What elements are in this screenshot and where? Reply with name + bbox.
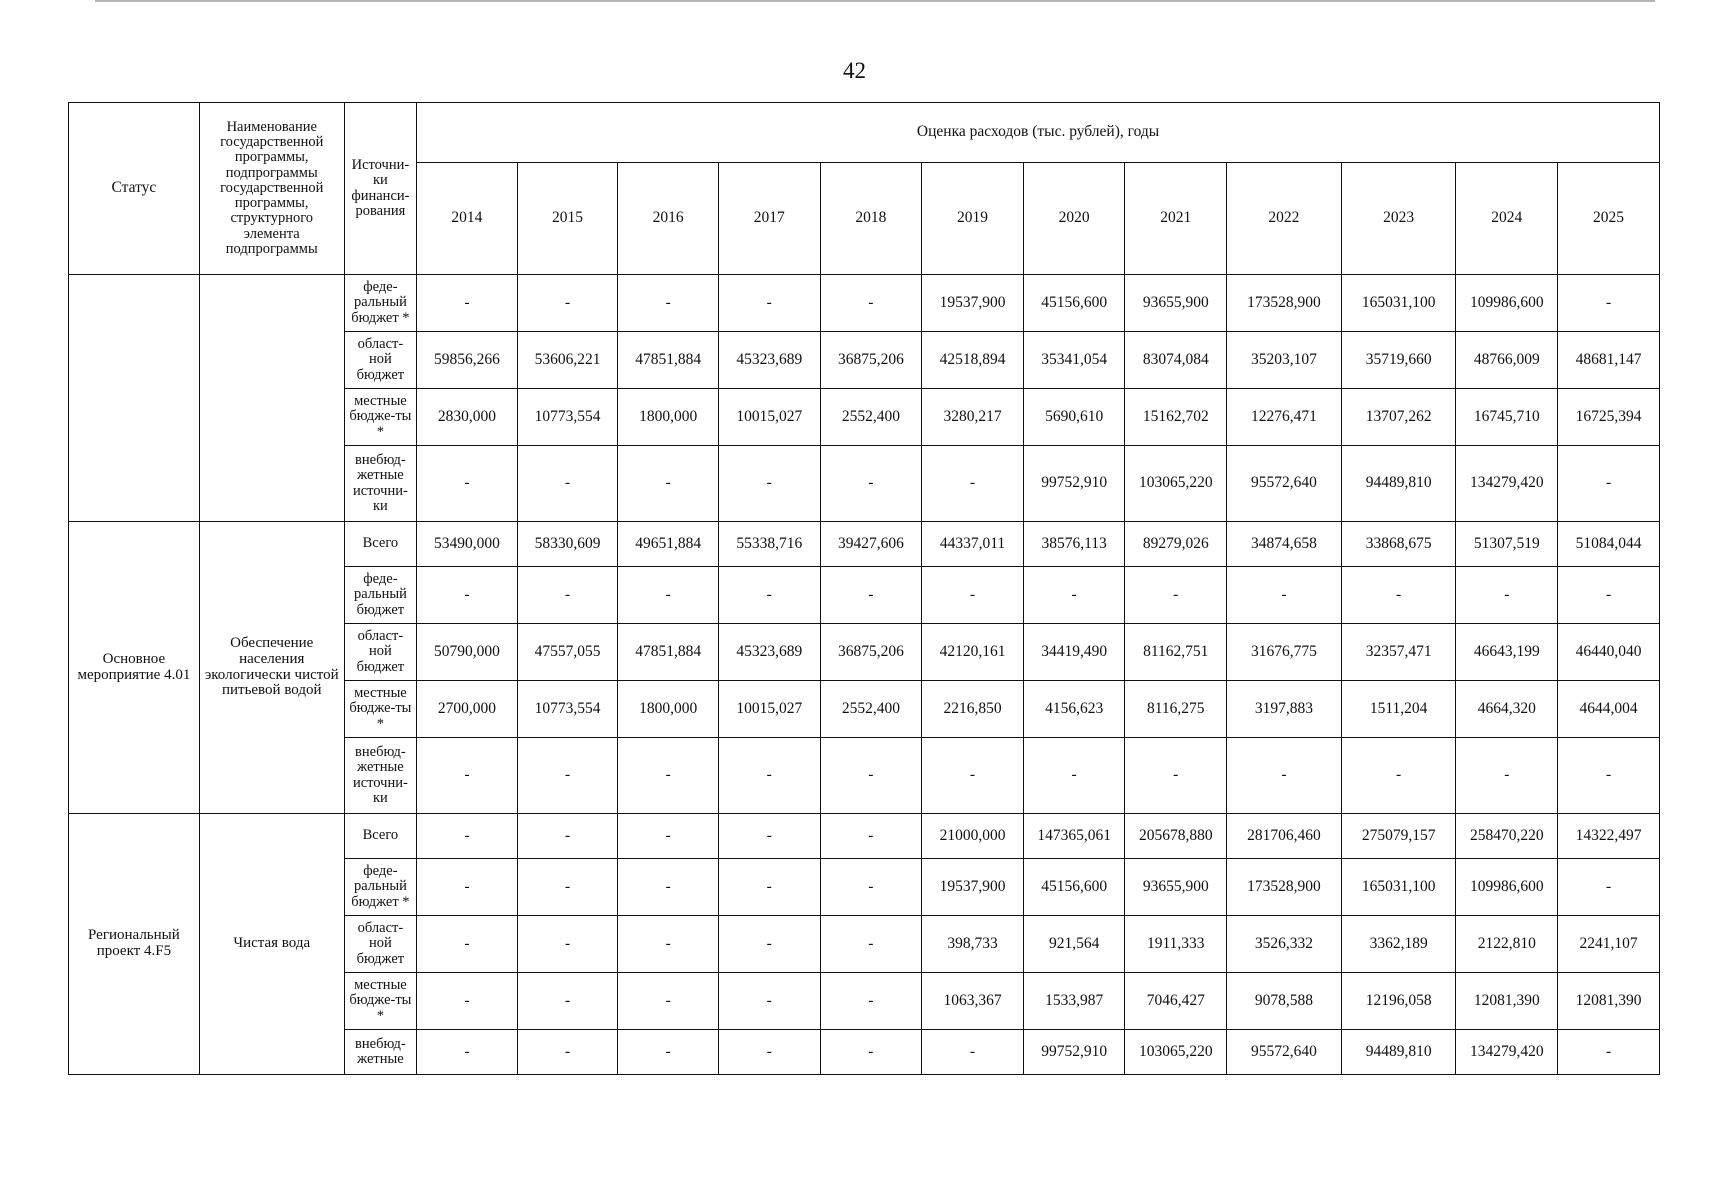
header-year: 2020 — [1023, 163, 1125, 275]
value-cell: 921,564 — [1023, 916, 1125, 973]
value-cell: 2241,107 — [1558, 916, 1660, 973]
value-cell: 2552,400 — [820, 389, 922, 446]
value-cell: - — [1558, 567, 1660, 624]
value-cell: - — [517, 916, 618, 973]
value-cell: - — [1023, 738, 1125, 814]
value-cell: 53490,000 — [417, 522, 518, 567]
value-cell: - — [1125, 567, 1227, 624]
value-cell: 21000,000 — [922, 814, 1024, 859]
value-cell: 42518,894 — [922, 332, 1024, 389]
table-row — [69, 522, 1660, 567]
value-cell: - — [517, 814, 618, 859]
value-cell: 4156,623 — [1023, 681, 1125, 738]
value-cell: 165031,100 — [1341, 859, 1456, 916]
value-cell: 31676,775 — [1227, 624, 1342, 681]
group-program-name: Обеспечение населения экологически чистой питьевой водой — [199, 522, 344, 814]
value-cell: 89279,026 — [1125, 522, 1227, 567]
value-cell: 1511,204 — [1341, 681, 1456, 738]
value-cell: 134279,420 — [1456, 1030, 1558, 1075]
value-cell: - — [517, 973, 618, 1030]
table-row — [69, 814, 1660, 859]
header-expense-estimate: Оценка расходов (тыс. рублей), годы — [417, 103, 1660, 163]
value-cell: - — [820, 446, 922, 522]
header-row-1 — [69, 103, 1660, 163]
value-cell: - — [1341, 567, 1456, 624]
value-cell: 47851,884 — [618, 332, 719, 389]
value-cell: 165031,100 — [1341, 275, 1456, 332]
value-cell: - — [718, 446, 820, 522]
value-cell: 38576,113 — [1023, 522, 1125, 567]
value-cell: - — [517, 738, 618, 814]
value-cell: - — [618, 738, 719, 814]
value-cell: - — [1558, 446, 1660, 522]
funding-source-cell: Всего — [344, 522, 416, 567]
value-cell: - — [718, 567, 820, 624]
budget-table — [68, 102, 1660, 1075]
value-cell: - — [517, 275, 618, 332]
header-funding-source: Источни-ки финанси-рования — [344, 103, 416, 275]
value-cell: - — [922, 446, 1024, 522]
value-cell: 19537,900 — [922, 859, 1024, 916]
funding-source-cell: местные бюдже-ты * — [344, 389, 416, 446]
value-cell: 173528,900 — [1227, 859, 1342, 916]
value-cell: - — [922, 567, 1024, 624]
value-cell: 5690,610 — [1023, 389, 1125, 446]
value-cell: - — [618, 275, 719, 332]
value-cell: 93655,900 — [1125, 859, 1227, 916]
value-cell: 8116,275 — [1125, 681, 1227, 738]
value-cell: - — [718, 859, 820, 916]
value-cell: 1533,987 — [1023, 973, 1125, 1030]
value-cell: 16725,394 — [1558, 389, 1660, 446]
value-cell: - — [618, 973, 719, 1030]
value-cell: 42120,161 — [922, 624, 1024, 681]
value-cell: 58330,609 — [517, 522, 618, 567]
value-cell: - — [618, 567, 719, 624]
value-cell: 1911,333 — [1125, 916, 1227, 973]
value-cell: 12196,058 — [1341, 973, 1456, 1030]
value-cell: 2552,400 — [820, 681, 922, 738]
value-cell: 1063,367 — [922, 973, 1024, 1030]
funding-source-cell: внебюд-жетные источни-ки — [344, 446, 416, 522]
value-cell: 51307,519 — [1456, 522, 1558, 567]
value-cell: 49651,884 — [618, 522, 719, 567]
value-cell: - — [718, 1030, 820, 1075]
value-cell: - — [820, 973, 922, 1030]
value-cell: - — [922, 738, 1024, 814]
value-cell: 34874,658 — [1227, 522, 1342, 567]
header-year: 2018 — [820, 163, 922, 275]
value-cell: 275079,157 — [1341, 814, 1456, 859]
funding-source-cell: феде-ральный бюджет — [344, 567, 416, 624]
value-cell: - — [417, 446, 518, 522]
value-cell: 2700,000 — [417, 681, 518, 738]
value-cell: 1800,000 — [618, 389, 719, 446]
value-cell: - — [820, 814, 922, 859]
header-status: Статус — [69, 103, 200, 275]
value-cell: - — [417, 275, 518, 332]
value-cell: 50790,000 — [417, 624, 518, 681]
value-cell: - — [718, 738, 820, 814]
value-cell: - — [517, 859, 618, 916]
group-program-name: Чистая вода — [199, 814, 344, 1075]
value-cell: 33868,675 — [1341, 522, 1456, 567]
value-cell: 36875,206 — [820, 624, 922, 681]
value-cell: 16745,710 — [1456, 389, 1558, 446]
value-cell: - — [1558, 1030, 1660, 1075]
group-status: Региональный проект 4.F5 — [69, 814, 200, 1075]
value-cell: - — [820, 275, 922, 332]
value-cell: 12081,390 — [1456, 973, 1558, 1030]
funding-source-cell: област-ной бюджет — [344, 624, 416, 681]
value-cell: 81162,751 — [1125, 624, 1227, 681]
value-cell: 10773,554 — [517, 389, 618, 446]
header-program-name: Наименование государственной программы, подпрограммы государственной программы, структурного элемента подпрограммы — [199, 103, 344, 275]
value-cell: 10773,554 — [517, 681, 618, 738]
value-cell: 34419,490 — [1023, 624, 1125, 681]
value-cell: 2830,000 — [417, 389, 518, 446]
value-cell: - — [417, 859, 518, 916]
page-number: 42 — [843, 58, 866, 83]
value-cell: 103065,220 — [1125, 1030, 1227, 1075]
value-cell: 13707,262 — [1341, 389, 1456, 446]
value-cell: 47557,055 — [517, 624, 618, 681]
value-cell: - — [1125, 738, 1227, 814]
value-cell: - — [718, 814, 820, 859]
value-cell: 47851,884 — [618, 624, 719, 681]
value-cell: 32357,471 — [1341, 624, 1456, 681]
header-year: 2014 — [417, 163, 518, 275]
value-cell: 99752,910 — [1023, 1030, 1125, 1075]
value-cell: - — [1227, 738, 1342, 814]
value-cell: 205678,880 — [1125, 814, 1227, 859]
value-cell: 7046,427 — [1125, 973, 1227, 1030]
value-cell: 2122,810 — [1456, 916, 1558, 973]
value-cell: - — [417, 916, 518, 973]
value-cell: - — [417, 814, 518, 859]
value-cell: - — [820, 1030, 922, 1075]
header-year: 2024 — [1456, 163, 1558, 275]
value-cell: - — [1023, 567, 1125, 624]
value-cell: - — [618, 1030, 719, 1075]
value-cell: 103065,220 — [1125, 446, 1227, 522]
group-status: Основное мероприятие 4.01 — [69, 522, 200, 814]
value-cell: 35203,107 — [1227, 332, 1342, 389]
header-year: 2021 — [1125, 163, 1227, 275]
value-cell: 12081,390 — [1558, 973, 1660, 1030]
value-cell: - — [517, 446, 618, 522]
value-cell: 51084,044 — [1558, 522, 1660, 567]
funding-source-cell: внебюд-жетные источни-ки — [344, 738, 416, 814]
funding-source-cell: област-ной бюджет — [344, 916, 416, 973]
value-cell: 45323,689 — [718, 332, 820, 389]
funding-source-cell: Всего — [344, 814, 416, 859]
value-cell: - — [1227, 567, 1342, 624]
value-cell: - — [417, 738, 518, 814]
value-cell: 14322,497 — [1558, 814, 1660, 859]
value-cell: - — [417, 567, 518, 624]
value-cell: - — [1558, 275, 1660, 332]
value-cell: 48681,147 — [1558, 332, 1660, 389]
funding-source-cell: феде-ральный бюджет * — [344, 275, 416, 332]
value-cell: - — [618, 916, 719, 973]
header-year: 2019 — [922, 163, 1024, 275]
value-cell: 55338,716 — [718, 522, 820, 567]
value-cell: 45156,600 — [1023, 275, 1125, 332]
value-cell: 147365,061 — [1023, 814, 1125, 859]
value-cell: 2216,850 — [922, 681, 1024, 738]
value-cell: 36875,206 — [820, 332, 922, 389]
value-cell: 398,733 — [922, 916, 1024, 973]
header-year: 2015 — [517, 163, 618, 275]
value-cell: 3280,217 — [922, 389, 1024, 446]
header-year: 2023 — [1341, 163, 1456, 275]
value-cell: 12276,471 — [1227, 389, 1342, 446]
value-cell: - — [718, 275, 820, 332]
value-cell: 44337,011 — [922, 522, 1024, 567]
value-cell: - — [1456, 738, 1558, 814]
value-cell: 39427,606 — [820, 522, 922, 567]
value-cell: - — [1456, 567, 1558, 624]
group-status — [69, 275, 200, 522]
header-year: 2022 — [1227, 163, 1342, 275]
value-cell: 3362,189 — [1341, 916, 1456, 973]
value-cell: - — [820, 859, 922, 916]
group-program-name — [199, 275, 344, 522]
value-cell: - — [820, 567, 922, 624]
value-cell: 1800,000 — [618, 681, 719, 738]
funding-source-cell: феде-ральный бюджет * — [344, 859, 416, 916]
value-cell: 99752,910 — [1023, 446, 1125, 522]
value-cell: 134279,420 — [1456, 446, 1558, 522]
value-cell: 35341,054 — [1023, 332, 1125, 389]
value-cell: - — [417, 973, 518, 1030]
value-cell: 258470,220 — [1456, 814, 1558, 859]
funding-source-cell: внебюд-жетные — [344, 1030, 416, 1075]
value-cell: 109986,600 — [1456, 275, 1558, 332]
value-cell: - — [1341, 738, 1456, 814]
top-scan-rule — [95, 0, 1655, 2]
value-cell: 45323,689 — [718, 624, 820, 681]
value-cell: - — [517, 567, 618, 624]
header-year: 2025 — [1558, 163, 1660, 275]
value-cell: 10015,027 — [718, 389, 820, 446]
value-cell: 45156,600 — [1023, 859, 1125, 916]
value-cell: 19537,900 — [922, 275, 1024, 332]
header-year: 2016 — [618, 163, 719, 275]
value-cell: - — [417, 1030, 518, 1075]
value-cell: 281706,460 — [1227, 814, 1342, 859]
funding-source-cell: област-ной бюджет — [344, 332, 416, 389]
value-cell: 9078,588 — [1227, 973, 1342, 1030]
value-cell: - — [618, 446, 719, 522]
value-cell: 46440,040 — [1558, 624, 1660, 681]
value-cell: - — [718, 973, 820, 1030]
value-cell: - — [922, 1030, 1024, 1075]
value-cell: 95572,640 — [1227, 446, 1342, 522]
value-cell: 48766,009 — [1456, 332, 1558, 389]
value-cell: 46643,199 — [1456, 624, 1558, 681]
funding-source-cell: местные бюдже-ты * — [344, 973, 416, 1030]
funding-source-cell: местные бюдже-ты * — [344, 681, 416, 738]
value-cell: 94489,810 — [1341, 446, 1456, 522]
value-cell: 83074,084 — [1125, 332, 1227, 389]
budget-table-body — [69, 275, 1660, 1075]
value-cell: 173528,900 — [1227, 275, 1342, 332]
value-cell: 59856,266 — [417, 332, 518, 389]
value-cell: 3526,332 — [1227, 916, 1342, 973]
value-cell: 10015,027 — [718, 681, 820, 738]
value-cell: - — [820, 916, 922, 973]
value-cell: 95572,640 — [1227, 1030, 1342, 1075]
header-year: 2017 — [718, 163, 820, 275]
value-cell: - — [1558, 738, 1660, 814]
value-cell: 4664,320 — [1456, 681, 1558, 738]
value-cell: - — [618, 859, 719, 916]
value-cell: 53606,221 — [517, 332, 618, 389]
value-cell: 4644,004 — [1558, 681, 1660, 738]
value-cell: - — [618, 814, 719, 859]
value-cell: - — [718, 916, 820, 973]
value-cell: - — [517, 1030, 618, 1075]
value-cell: 93655,900 — [1125, 275, 1227, 332]
value-cell: 109986,600 — [1456, 859, 1558, 916]
table-row — [69, 275, 1660, 332]
value-cell: 35719,660 — [1341, 332, 1456, 389]
value-cell: 15162,702 — [1125, 389, 1227, 446]
value-cell: 94489,810 — [1341, 1030, 1456, 1075]
value-cell: - — [820, 738, 922, 814]
value-cell: - — [1558, 859, 1660, 916]
value-cell: 3197,883 — [1227, 681, 1342, 738]
